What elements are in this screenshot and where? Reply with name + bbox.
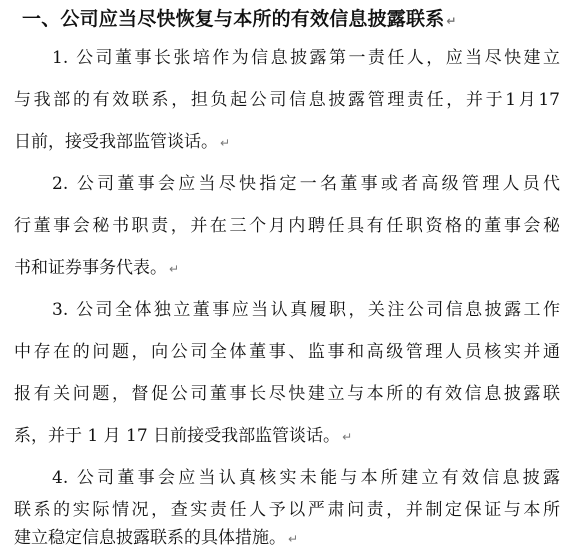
paragraph-2-line-3 (14, 256, 179, 281)
paragraph-mark: ↵ (446, 14, 457, 28)
paragraph-mark: ↵ (220, 136, 231, 150)
paragraph-1-line-3-text: 日前，接受我部监管谈话。 (14, 132, 218, 152)
paragraph-mark: ↵ (169, 262, 180, 276)
paragraph-2-line-1: 2. 公司董事会应当尽快指定一名董事或者高级管理人员代 (52, 174, 560, 194)
paragraph-4-line-3 (14, 526, 298, 551)
paragraph-3-line-1: 3. 公司全体独立董事应当认真履职，关注公司信息披露工作 (52, 300, 560, 320)
paragraph-1-line-3 (14, 130, 230, 155)
paragraph-3-line-2: 中存在的问题，向公司全体董事、监事和高级管理人员核实并通 (14, 342, 560, 362)
paragraph-4-line-2: 联系的实际情况，查实责任人予以严肃问责，并制定保证与本所 (14, 500, 560, 520)
paragraph-1-line-2: 与我部的有效联系，担负起公司信息披露管理责任，并于1月17 (14, 90, 560, 110)
paragraph-4-line-1: 4. 公司董事会应当认真核实未能与本所建立有效信息披露 (52, 468, 560, 488)
paragraph-2-line-3-text: 书和证券事务代表。 (14, 258, 167, 278)
section-heading-text: 一、公司应当尽快恢复与本所的有效信息披露联系 (22, 8, 445, 30)
section-heading (22, 4, 457, 36)
paragraph-3-line-4 (14, 424, 352, 449)
paragraph-mark: ↵ (342, 430, 353, 444)
paragraph-2-line-2: 行董事会秘书职责，并在三个月内聘任具有任职资格的董事会秘 (14, 216, 560, 236)
paragraph-3-line-3: 报有关问题，督促公司董事长尽快建立与本所的有效信息披露联 (14, 384, 560, 404)
paragraph-3-line-4-text: 系，并于 1 月 17 日前接受我部监管谈话。 (14, 426, 341, 446)
paragraph-4-line-3-text: 建立稳定信息披露联系的具体措施。 (14, 528, 286, 548)
paragraph-1-line-1: 1. 公司董事长张培作为信息披露第一责任人，应当尽快建立 (52, 48, 560, 68)
paragraph-mark: ↵ (288, 532, 299, 546)
